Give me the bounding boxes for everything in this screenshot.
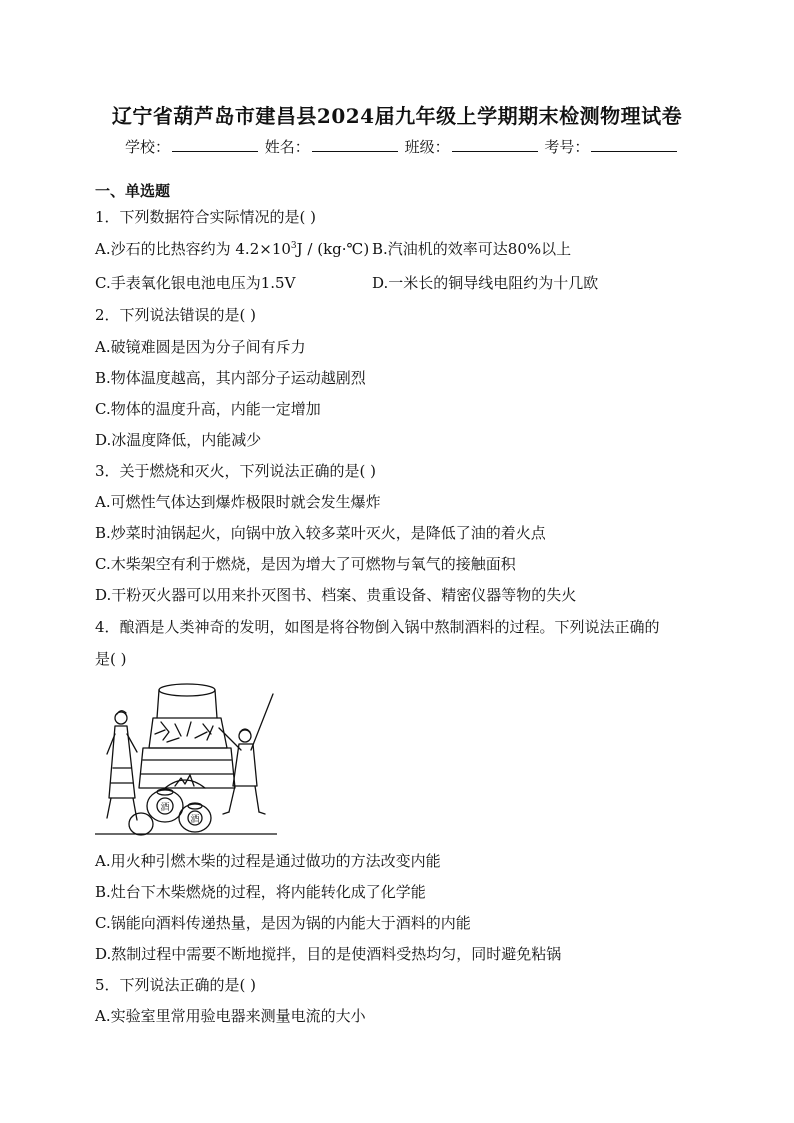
q2-option-a: A.破镜难圆是因为分子间有斥力	[95, 338, 306, 356]
q1-option-d: D.一米长的铜导线电阻约为十几欧	[372, 274, 599, 292]
jar-label-1: 酒	[160, 803, 170, 813]
school-blank[interactable]	[172, 137, 258, 152]
q2-option-d: D.冰温度降低，内能减少	[95, 431, 262, 449]
q4-stem-line1: 4．酿酒是人类神奇的发明，如图是将谷物倒入锅中熬制酒料的过程。下列说法正确的	[95, 618, 660, 636]
class-label: 班级：	[404, 138, 450, 156]
q5-stem: 5．下列说法正确的是( )	[95, 976, 257, 994]
q2-stem: 2．下列说法错误的是( )	[95, 306, 257, 324]
class-blank[interactable]	[452, 137, 538, 152]
brewing-illustration	[95, 678, 277, 838]
q4-stem-line2: 是( )	[95, 650, 127, 668]
q1-a-exponent: 3	[290, 241, 297, 251]
q3-stem: 3．关于燃烧和灭火，下列说法正确的是( )	[95, 462, 377, 480]
q1-a-unit: J / (kg·℃)	[296, 240, 370, 258]
q3-option-a: A.可燃性气体达到爆炸极限时就会发生爆炸	[95, 493, 381, 511]
q1-a-prefix: A.沙石的比热容约为	[95, 240, 231, 258]
number-blank[interactable]	[591, 137, 677, 152]
q3-option-d: D.干粉灭火器可以用来扑灭图书、档案、贵重设备、精密仪器等物的失火	[95, 586, 577, 604]
q3-option-c: C.木柴架空有利于燃烧，是因为增大了可燃物与氧气的接触面积	[95, 555, 516, 573]
q1-option-c: C.手表氧化银电池电压为1.5V	[95, 274, 296, 292]
section-heading: 一、单选题	[95, 182, 171, 200]
q1-option-b: B.汽油机的效率可达80%以上	[372, 240, 572, 258]
jar-label-2: 酒	[190, 815, 200, 825]
q1-option-a	[95, 238, 369, 259]
q5-option-a: A.实验室里常用验电器来测量电流的大小	[95, 1007, 366, 1025]
q3-option-b: B.炒菜时油锅起火，向锅中放入较多菜叶灭火，是降低了油的着火点	[95, 524, 546, 542]
q1-stem: 1．下列数据符合实际情况的是( )	[95, 208, 317, 226]
q4-option-a: A.用火种引燃木柴的过程是通过做功的方法改变内能	[95, 852, 441, 870]
number-label: 考号：	[544, 138, 590, 156]
q4-option-c: C.锅能向酒料传递热量，是因为锅的内能大于酒料的内能	[95, 914, 471, 932]
q4-option-b: B.灶台下木柴燃烧的过程，将内能转化成了化学能	[95, 883, 426, 901]
school-label: 学校：	[125, 138, 171, 156]
q2-option-c: C.物体的温度升高，内能一定增加	[95, 400, 321, 418]
student-info-row	[125, 136, 679, 157]
name-blank[interactable]	[312, 137, 398, 152]
exam-title: 辽宁省葫芦岛市建昌县2024届九年级上学期期末检测物理试卷	[111, 104, 683, 128]
q1-a-value: 4.2×10	[235, 240, 291, 258]
q4-option-d: D.熬制过程中需要不断地搅拌，目的是使酒料受热均匀，同时避免粘锅	[95, 945, 562, 963]
name-label: 姓名：	[264, 138, 310, 156]
q2-option-b: B.物体温度越高，其内部分子运动越剧烈	[95, 369, 366, 387]
